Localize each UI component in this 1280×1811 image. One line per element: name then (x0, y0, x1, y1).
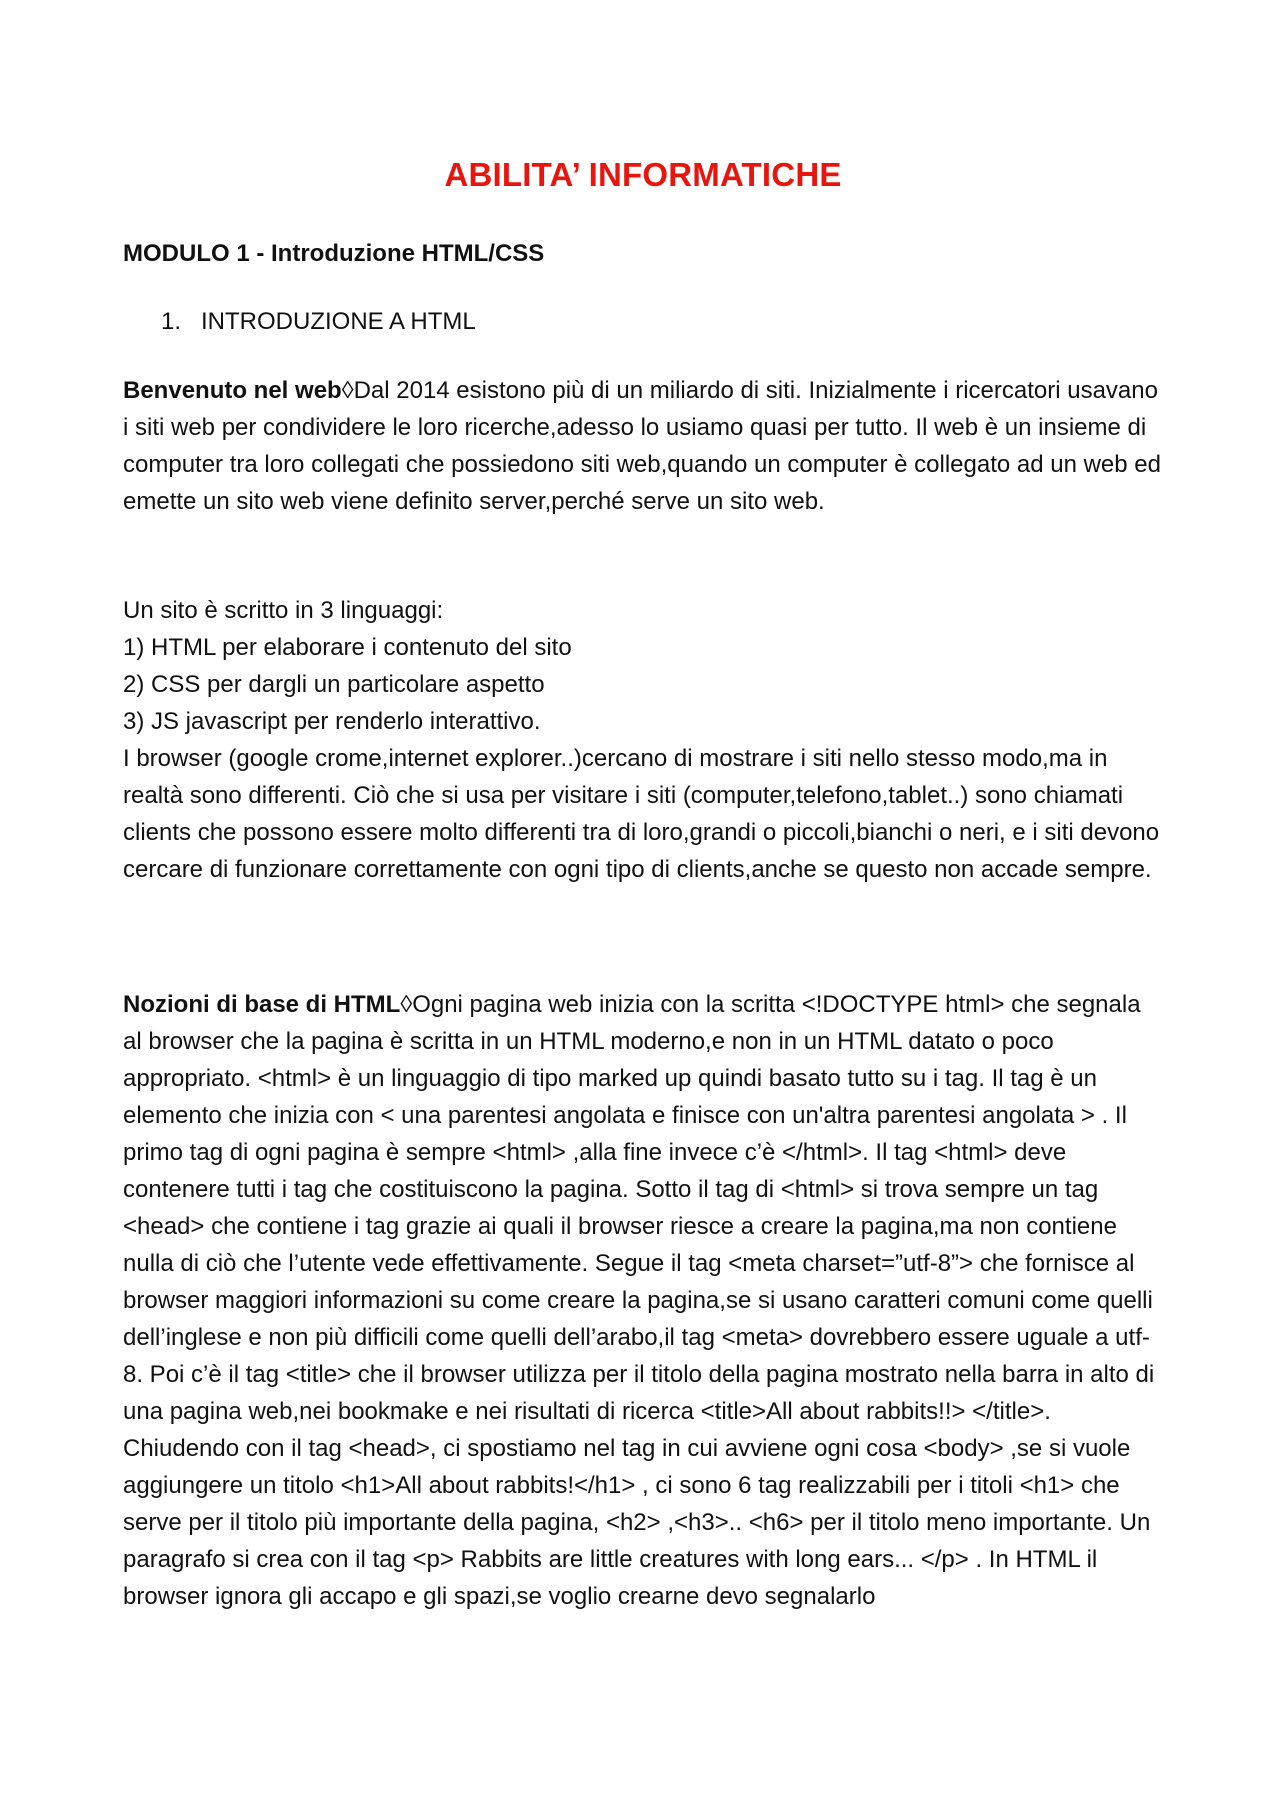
basics-text: Ogni pagina web inizia con la scritta <!DOCTYPE html> che segnala al browser che la pagina è scritta in un HTML moderno,e non in un HTML datato o poco appropriato. <html> è un linguaggio di tipo marked up quindi basato tutto su i tag. Il tag è un elemento che inizia con < una parentesi angolata e finisce con un'altra parentesi angolata > . Il primo tag di ogni pagina è sempre <html> ,alla fine invece c’è </html>. Il tag <html> deve contenere tutti i tag che costituiscono la pagina. Sotto il tag di <html> si trova sempre un tag <head> che contiene i tag grazie ai quali il browser riesce a creare la pagina,ma non contiene nulla di ciò che l’utente vede effettivamente. Segue il tag <meta charset=”utf-8”> che fornisce al browser maggiori informazioni su come creare la pagina,se si usano caratteri comuni come quelli dell’inglese e non più difficili come quelli dell’arabo,il tag <meta> dovrebbero essere uguale a utf-8. Poi c’è il tag <title> che il browser utilizza per il titolo della pagina mostrato nella barra in alto di una pagina web,nei bookmake e nei risultati di ricerca <title>All about rabbits!!> </title>. Chiudendo con il tag <head>, ci spostiamo nel tag in cui avviene ogni cosa <body> ,se si vuole aggiungere un titolo <h1>All about rabbits!</h1> , ci sono 6 tag realizzabili per i titoli <h1> che serve per il titolo più importante della pagina, <h2> ,<h3>.. <h6> per il titolo meno importante. Un paragrafo si crea con il tag <p> Rabbits are little creatures with long ears... </p> . In HTML il browser ignora gli accapo e gli spazi,se voglio crearne devo segnalarlo (123, 991, 1155, 1610)
intro-separator: ◊ (341, 377, 354, 404)
document-title: ABILITA’ INFORMATICHE (444, 156, 842, 193)
basics-paragraph (123, 986, 1163, 1615)
section-heading (161, 308, 476, 336)
languages-line: 2) CSS per dargli un particolare aspetto (123, 671, 545, 698)
intro-paragraph (123, 372, 1163, 520)
languages-line: Un sito è scritto in 3 linguaggi: (123, 597, 444, 624)
basics-separator: ◊ (400, 991, 413, 1018)
languages-paragraph (123, 592, 1163, 888)
browsers-text: I browser (google crome,internet explorer..)cercano di mostrare i siti nello stesso modo,ma in realtà sono differenti. Ciò che si usa per visitare i siti (computer,telefono,tablet..) sono chiamati clients che possono essere molto differenti tra di loro,grandi o piccoli,bianchi o neri, e i siti devono cercare di funzionare correttamente con ogni tipo di clients,anche se questo non accade sempre. (123, 745, 1160, 883)
module-title: MODULO 1 - Introduzione HTML/CSS (123, 240, 545, 267)
basics-lead: Nozioni di base di HTML (123, 991, 401, 1018)
section-title: INTRODUZIONE A HTML (201, 308, 476, 335)
document-page (123, 0, 1163, 1811)
intro-lead: Benvenuto nel web (123, 377, 342, 404)
languages-line: 1) HTML per elaborare i contenuto del sito (123, 634, 572, 661)
intro-text: Dal 2014 esistono più di un miliardo di siti. Inizialmente i ricercatori usavano i siti web per condividere le loro ricerche,adesso lo usiamo quasi per tutto. Il web è un insieme di computer tra loro collegati che possiedono siti web,quando un computer è collegato ad un web ed emette un sito web viene definito server,perché serve un sito web. (123, 377, 1161, 515)
section-number: 1. (161, 308, 182, 335)
languages-line: 3) JS javascript per renderlo interattivo. (123, 708, 541, 735)
